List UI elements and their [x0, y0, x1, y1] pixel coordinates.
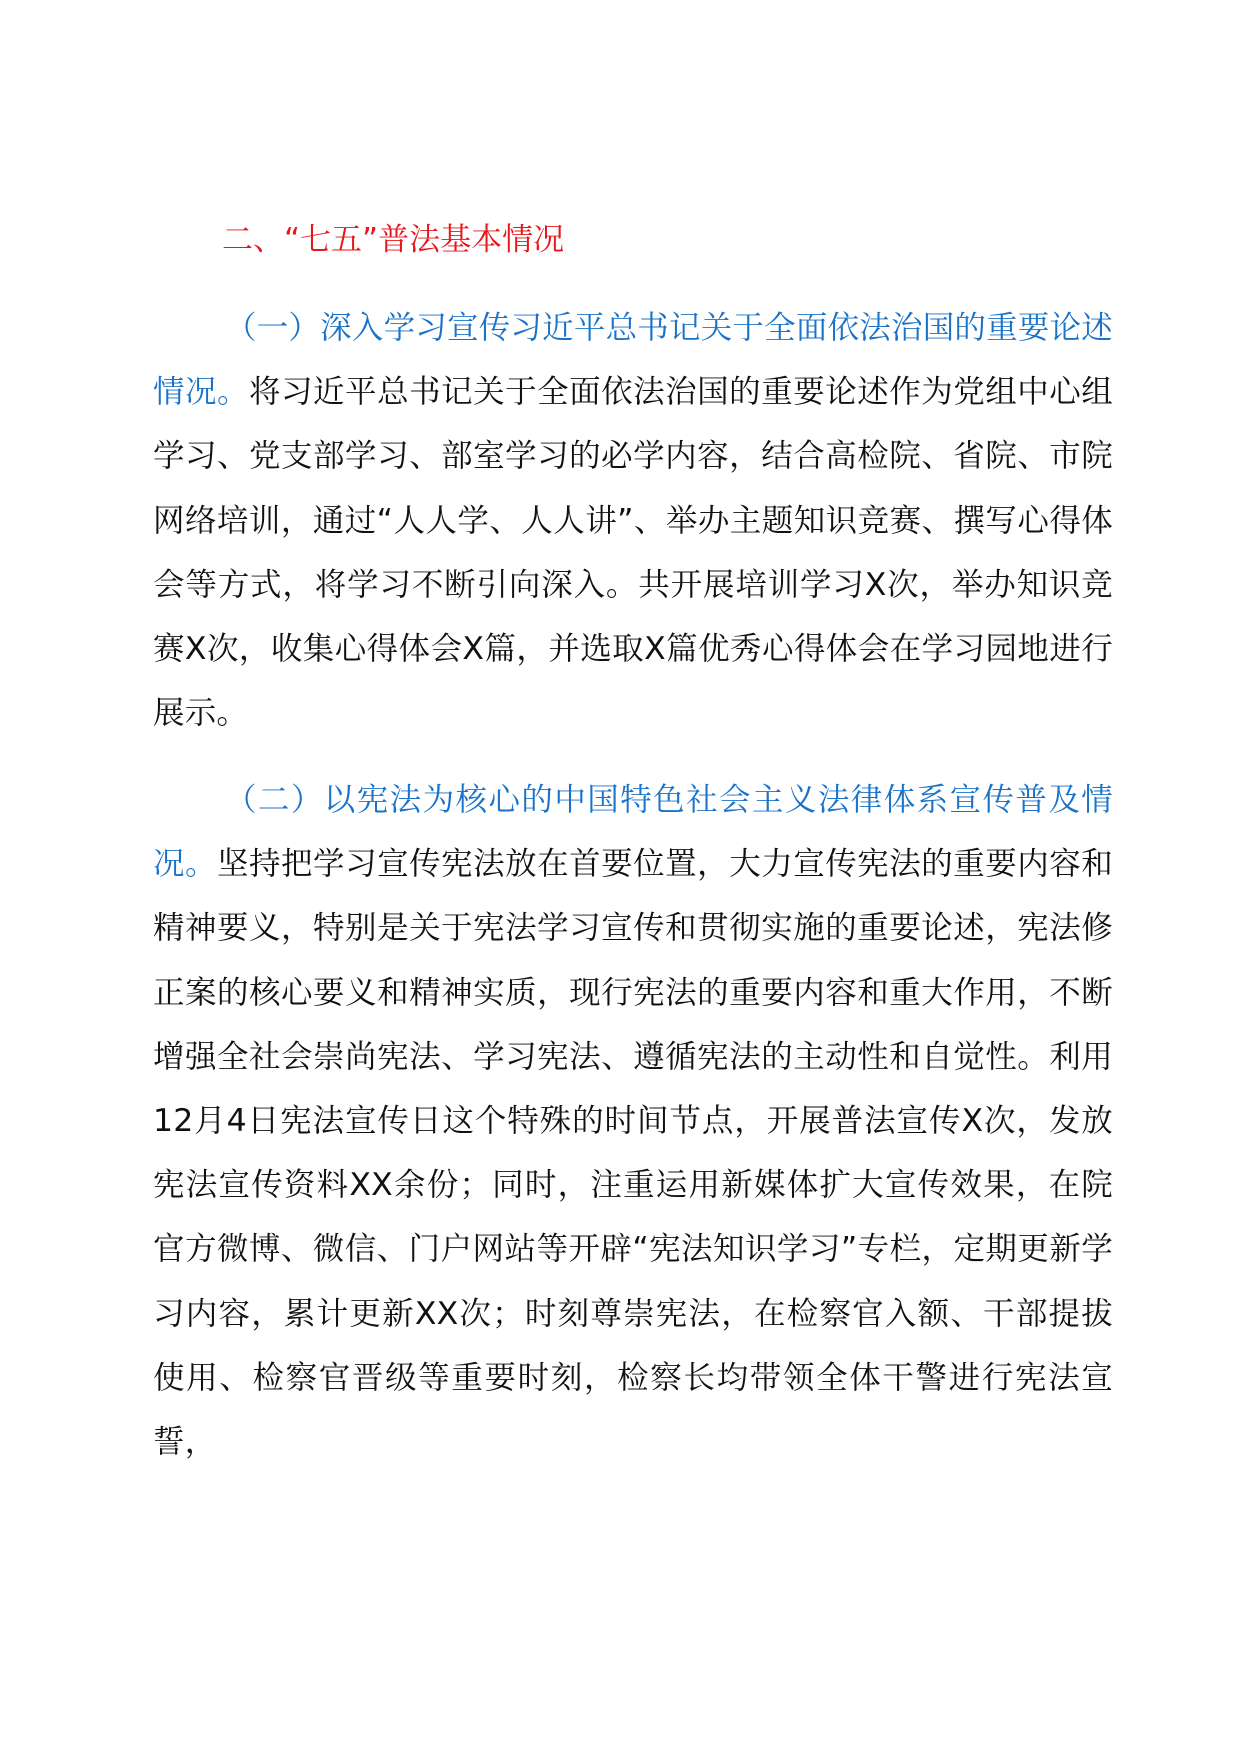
section-heading: 二、“七五”普法基本情况	[222, 222, 565, 258]
paragraph-2-heading: （二）以宪法为核心的中国特色社会主义法律体系宣传普及情况。	[153, 782, 1113, 883]
paragraph-2-body: 坚持把学习宣传宪法放在首要位置，大力宣传宪法的重要内容和精神要义，特别是关于宪法学习宣传和贯彻实施的重要论述，宪法修正案的核心要义和精神实质，现行宪法的重要内容和重大作用，不断增强全社会崇尚宪法、学习宪法、遵循宪法的主动性和自觉性。利用12月4日宪法宣传日这个特殊的时间节点，开展普法宣传X次，发放宪法宣传资料XX余份；同时，注重运用新媒体扩大宣传效果，在院官方微博、微信、门户网站等开辟“宪法知识学习”专栏，定期更新学习内容，累计更新XX次；时刻尊崇宪法，在检察官入额、干部提拔使用、检察官晋级等重要时刻，检察长均带领全体干警进行宪法宣誓，	[153, 846, 1113, 1461]
paragraph-2	[153, 768, 1113, 1474]
paragraph-1-heading: （一）深入学习宣传习近平总书记关于全面依法治国的重要论述情况。	[153, 310, 1113, 411]
paragraph-1	[153, 296, 1113, 745]
paragraph-1-body: 将习近平总书记关于全面依法治国的重要论述作为党组中心组学习、党支部学习、部室学习的必学内容，结合高检院、省院、市院网络培训，通过“人人学、人人讲”、举办主题知识竞赛、撰写心得体会等方式，将学习不断引向深入。共开展培训学习X次，举办知识竞赛X次，收集心得体会X篇，并选取X篇优秀心得体会在学习园地进行展示。	[153, 374, 1113, 732]
